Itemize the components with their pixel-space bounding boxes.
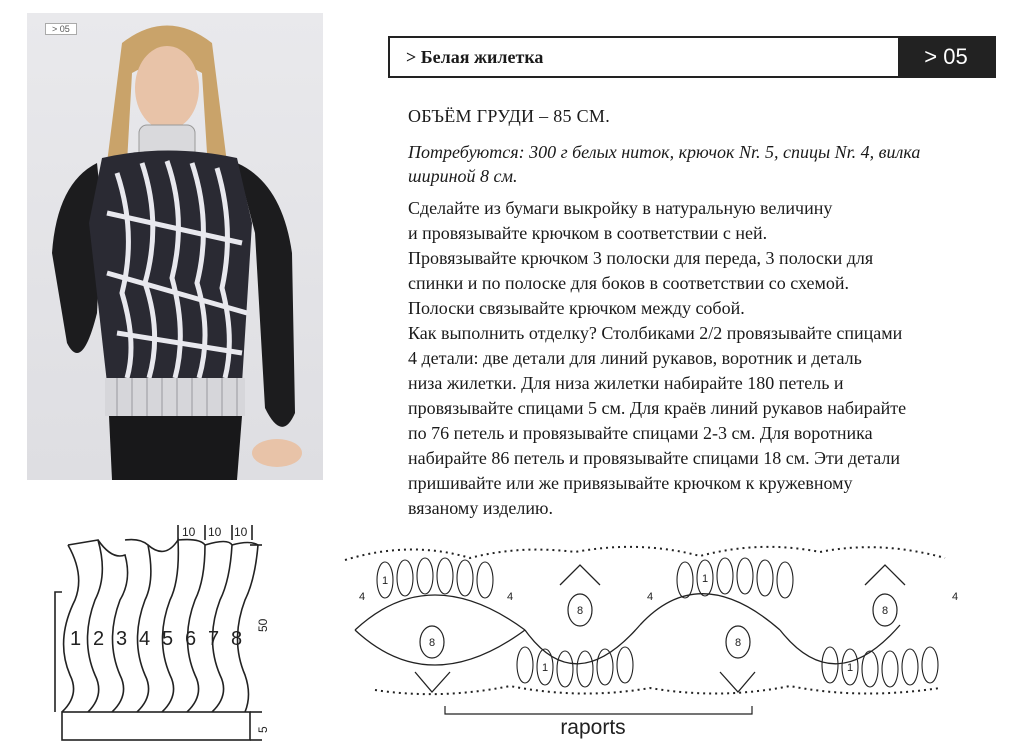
instruction-line: по 76 петель и провязывайте спицами 2-3 см. Для воротника	[408, 423, 873, 443]
strip-number: 8	[231, 628, 243, 650]
strip-number: 4	[139, 628, 151, 650]
width-label: 10	[234, 525, 248, 539]
loop-row-top	[377, 558, 793, 598]
instruction-line: и провязывайте крючком в соответствии с ней.	[408, 223, 768, 243]
width-label: 10	[208, 525, 222, 539]
instruction-line: низа жилетки. Для низа жилетки набирайте 180 петель и	[408, 373, 844, 393]
materials-required: Потребуются: 300 г белых ниток, крючок Nr. 5, спицы Nr. 4, вилка шириной 8 см.	[408, 142, 921, 186]
instruction-line: вязаному изделию.	[408, 498, 553, 518]
instruction-line: Провязывайте крючком 3 полоски для переда, 3 полоски для	[408, 248, 874, 268]
strip-number: 7	[208, 628, 220, 650]
page-tag: > 05	[45, 23, 77, 35]
side-label: 4	[951, 591, 959, 603]
side-label: 4	[506, 591, 514, 603]
instruction-line: провязывайте спицами 5 см. Для краёв линий рукавов набирайте	[408, 398, 907, 418]
loop-label: 1	[846, 662, 854, 674]
instruction-line: Полоски связывайте крючком между собой.	[408, 298, 745, 318]
center-label: 8	[428, 637, 436, 649]
strip-number: 1	[70, 628, 82, 650]
article-title: > Белая жилетка	[406, 47, 544, 67]
center-label: 8	[734, 637, 742, 649]
strip-number: 3	[116, 628, 128, 650]
instruction-line: Как выполнить отделку? Столбиками 2/2 провязывайте спицами	[408, 323, 903, 343]
side-label: 4	[646, 591, 654, 603]
height-label: 5	[256, 726, 270, 733]
instruction-line: набирайте 86 петель и провязывайте спицами 18 см. Эти детали	[408, 448, 900, 468]
raports-label: raports	[560, 716, 626, 739]
height-label: 50	[256, 618, 270, 632]
center-label: 8	[881, 605, 889, 617]
instruction-line: пришивайте или же привязывайте крючком к кружевному	[408, 473, 853, 493]
loop-label: 1	[541, 662, 549, 674]
loop-label: 1	[381, 575, 389, 587]
loop-label: 1	[701, 573, 709, 585]
instruction-line: Сделайте из бумаги выкройку в натуральную величину	[408, 198, 833, 218]
strip-number: 2	[93, 628, 105, 650]
article-number: > 05	[898, 38, 994, 76]
width-label: 10	[182, 525, 196, 539]
instruction-line: спинки и по полоске для боков в соответствии со схемой.	[408, 273, 850, 293]
strip-number: 5	[162, 628, 174, 650]
bust-size: ОБЪЁМ ГРУДИ – 85 СМ.	[408, 106, 611, 126]
center-label: 8	[576, 605, 584, 617]
side-label: 4	[358, 591, 366, 603]
strip-number: 6	[185, 628, 197, 650]
instruction-line: 4 детали: две детали для линий рукавов, воротник и деталь	[408, 348, 862, 368]
